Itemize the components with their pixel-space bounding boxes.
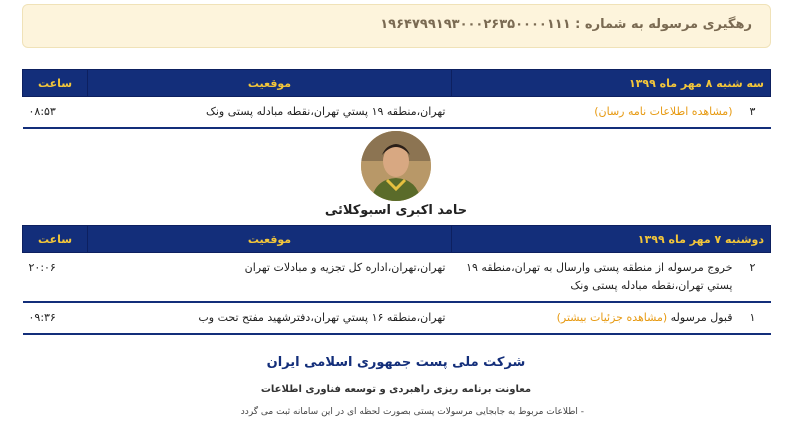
row-time: ۰۹:۳۶	[23, 302, 88, 334]
row-index: ۱	[749, 311, 756, 324]
row-description: خروج مرسوله از منطقه پستی وارسال به تهران،منطقه ۱۹ پستي تهران،نقطه مبادله پستی ونک	[466, 261, 733, 292]
table-row	[23, 97, 771, 129]
row-time: ۲۰:۰۶	[23, 253, 88, 303]
row-index: ۲	[749, 261, 756, 274]
postman-avatar	[361, 131, 431, 201]
tracking-table-day-2	[22, 225, 771, 335]
date-column-header: دوشنبه ۷ مهر ماه ۱۳۹۹	[452, 226, 771, 253]
footer-title: شرکت ملی پست جمهوری اسلامی ایران	[266, 355, 526, 370]
row-time: ۰۸:۵۳	[23, 97, 88, 129]
footer-note: - اطلاعات مربوط به جابجایی مرسولات پستی بصورت لحظه ای در این سامانه ثبت می گردد	[240, 407, 584, 417]
tracking-table-day-1	[22, 69, 771, 129]
row-description: قبول مرسوله	[670, 311, 733, 324]
location-column-header: موقعیت	[88, 70, 452, 97]
row-location: تهران،منطقه ۱۶ پستي تهران،دفترشهید مفتح تحت وب	[88, 302, 452, 334]
footer-subtitle: معاونت برنامه ریزی راهبردی و توسعه فناوری اطلاعات	[260, 384, 532, 395]
table-row	[23, 253, 771, 303]
tracking-title: رهگیری مرسوله به شماره : ۱۹۶۴۷۹۹۱۹۳۰۰۰۲۶۳۵۰۰۰۰۱۱۱	[380, 17, 752, 32]
row-location: تهران،منطقه ۱۹ پستي تهران،نقطه مبادله پستی ونک	[88, 97, 452, 129]
time-column-header: ساعت	[23, 226, 88, 253]
row-index: ۳	[749, 105, 756, 118]
row-location: تهران،تهران،اداره کل تجزیه و مبادلات تهران	[88, 253, 452, 303]
view-details-link[interactable]: (مشاهده جزئیات بیشتر)	[556, 311, 668, 324]
date-column-header: سه شنبه ۸ مهر ماه ۱۳۹۹	[452, 70, 771, 97]
postman-name: حامد اکبری اسبوکلائی	[324, 203, 468, 218]
table-row	[23, 302, 771, 334]
time-column-header: ساعت	[23, 70, 88, 97]
view-postman-info-link[interactable]: (مشاهده اطلاعات نامه رسان)	[594, 105, 733, 118]
location-column-header: موقعیت	[88, 226, 452, 253]
tracking-header	[22, 4, 771, 48]
